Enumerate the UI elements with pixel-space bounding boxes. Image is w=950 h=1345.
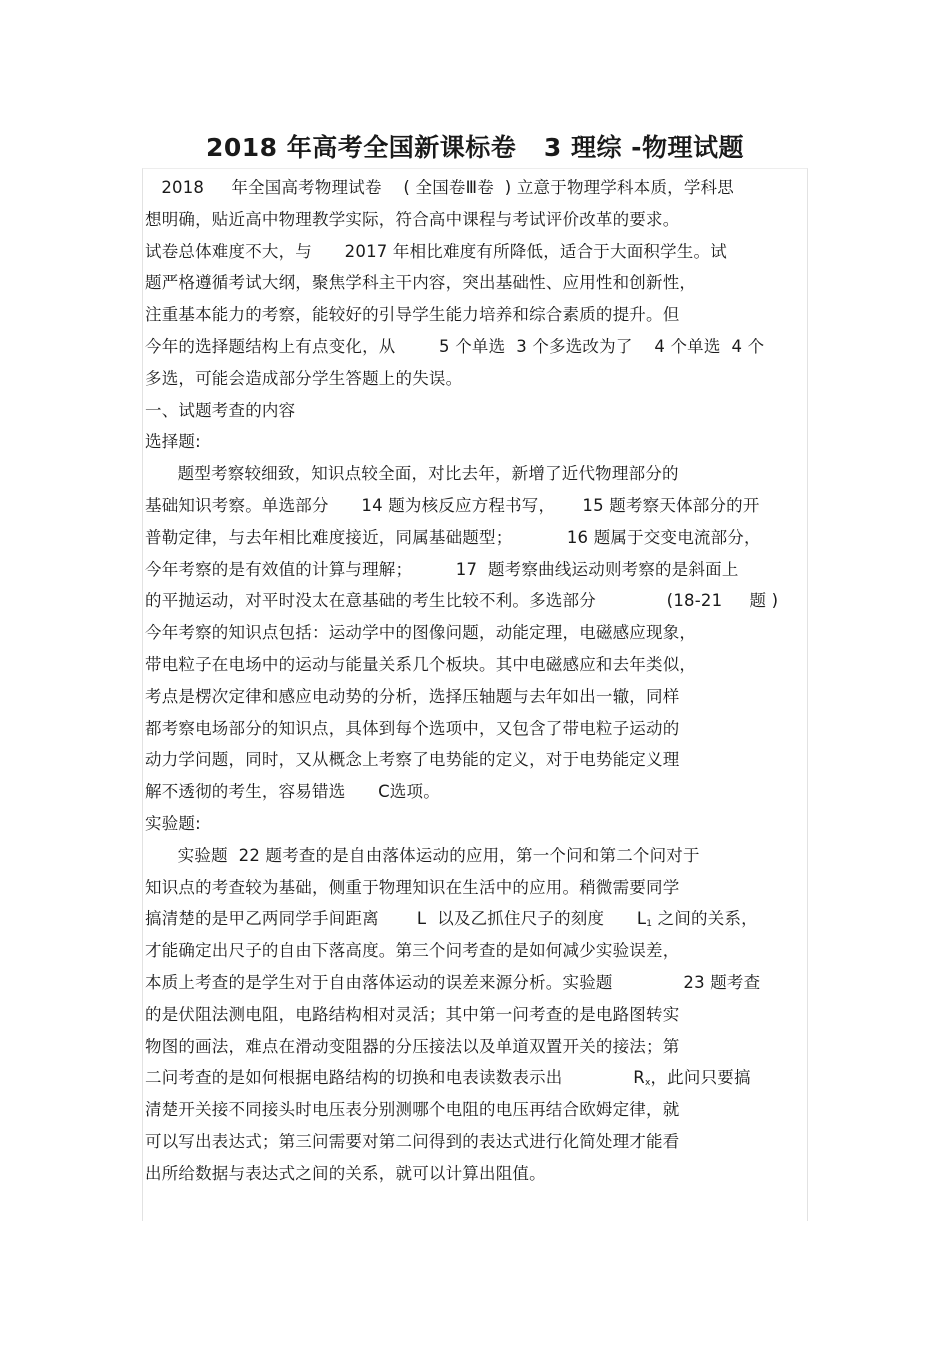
- paragraph-line: 今年考察的知识点包括：运动学中的图像问题，动能定理，电磁感应现象，: [145, 623, 697, 643]
- paragraph-line: 物图的画法，难点在滑动变阻器的分压接法以及单道双置开关的接法；第: [145, 1036, 680, 1056]
- paragraph-line: 的平抛运动，对平时没太在意基础的考生比较不利。多选部分 (18-21 题 ): [145, 591, 779, 611]
- paragraph-line: 题严格遵循考试大纲，聚焦学科主干内容，突出基础性、应用性和创新性，: [145, 273, 697, 293]
- line-text: 搞清楚的是甲乙两同学手间距离 L 以及乙抓住尺子的刻度 L: [145, 909, 647, 929]
- paragraph-line: 带电粒子在电场中的运动与能量关系几个板块。其中电磁感应和去年类似，: [145, 655, 697, 674]
- paragraph-line: 基础知识考察。单选部分 14 题为核反应方程书写， 15 题考察天体部分的开: [145, 496, 760, 515]
- document-title: 2018 年高考全国新课标卷 3 理综 -物理试题: [205, 133, 745, 162]
- paragraph-line: 题型考察较细致，知识点较全面，对比去年，新增了近代物理部分的: [145, 464, 679, 484]
- paragraph-line: 2018 年全国高考物理试卷 ( 全国卷Ⅲ卷 ) 立意于物理学科本质，学科思: [145, 178, 734, 197]
- paragraph-line: 都考察电场部分的知识点，具体到每个选项中，又包含了带电粒子运动的: [145, 718, 680, 738]
- paragraph-line: 清楚开关接不同接头时电压表分别测哪个电阻的电压再结合欧姆定律，就: [145, 1100, 680, 1120]
- subscript: x: [644, 1078, 651, 1089]
- paragraph-line: 出所给数据与表达式之间的关系，就可以计算出阻值。: [145, 1163, 546, 1183]
- paragraph-line: 想明确，贴近高中物理教学实际，符合高中课程与考试评价改革的要求。: [145, 209, 680, 229]
- paragraph-line: 普勒定律，与去年相比难度接近，同属基础题型； 16 题属于交变电流部分，: [145, 527, 761, 547]
- paragraph-line: 多选，可能会造成部分学生答题上的失误。: [145, 368, 463, 388]
- paragraph-line: 的是伏阻法测电阻，电路结构相对灵活；其中第一问考查的是电路图转实: [145, 1004, 680, 1024]
- line-text: 二问考查的是如何根据电路结构的切换和电表读数表示出 R: [145, 1068, 645, 1088]
- paragraph-line: 实验题 22 题考查的是自由落体运动的应用，第一个问和第二个问对于: [145, 845, 700, 865]
- line-text: 之间的关系，: [652, 909, 758, 929]
- paragraph-line: 考点是楞次定律和感应电动势的分析，选择压轴题与去年如出一辙，同样: [145, 686, 680, 706]
- paragraph-line: 选择题:: [145, 432, 201, 452]
- paragraph-line: 今年考察的是有效值的计算与理解； 17 题考察曲线运动则考察的是斜面上: [145, 559, 739, 579]
- paragraph-line: 知识点的考查较为基础，侧重于物理知识在生活中的应用。稍微需要同学: [145, 877, 680, 897]
- paragraph-line: 解不透彻的考生，容易错选 C选项。: [145, 782, 440, 802]
- paragraph-line: 才能确定出尺子的自由下落高度。第三个问考查的是如何减少实验误差，: [145, 941, 680, 961]
- paragraph-line: 今年的选择题结构上有点变化，从 5 个单选 3 个多选改为了 4 个单选 4 个: [145, 337, 765, 356]
- paragraph-line: 试卷总体难度不大，与 2017 年相比难度有所降低，适合于大面积学生。试: [145, 241, 727, 261]
- paragraph-line-with-subscript: [145, 1066, 751, 1090]
- line-text: ，此问只要搞: [650, 1068, 751, 1088]
- paragraph-line: 动力学问题，同时，又从概念上考察了电势能的定义，对于电势能定义理: [145, 750, 680, 770]
- paragraph-line: 实验题:: [145, 814, 201, 833]
- paragraph-line: 可以写出表达式；第三问需要对第二问得到的表达式进行化简处理才能看: [145, 1132, 680, 1151]
- paragraph-line: 注重基本能力的考察，能较好的引导学生能力培养和综合素质的提升。但: [145, 305, 680, 325]
- paragraph-line-with-subscript: [145, 907, 758, 931]
- paragraph-line: 一、试题考查的内容: [145, 400, 296, 420]
- subscript: 1: [646, 919, 653, 930]
- paragraph-line: 本质上考查的是学生对于自由落体运动的误差来源分析。实验题 23 题考查: [145, 973, 761, 992]
